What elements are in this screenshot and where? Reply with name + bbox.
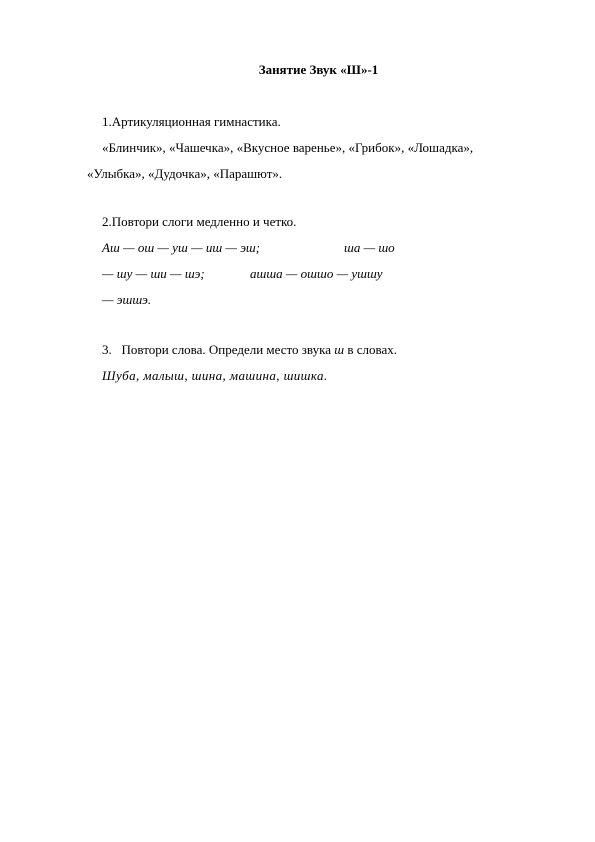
section3-words: Шуба, малыш, шина, машина, шишка. <box>102 368 328 383</box>
section3-number: 3. <box>102 342 112 357</box>
syllables-line2-part1: — шу — ши — шэ; <box>102 266 205 281</box>
section3-text-before: Повтори слова. Определи место звука <box>121 342 332 357</box>
document-title: Занятие Звук «Ш»-1 <box>258 62 379 77</box>
section1-exercises-line2: «Улыбка», «Дудочка», «Парашют». <box>87 166 283 181</box>
syllables-line2-part2: ашша — ошшо — ушшу <box>250 266 383 281</box>
section2-heading: 2.Повтори слоги медленно и четко. <box>102 214 297 229</box>
section1-heading: 1.Артикуляционная гимнастика. <box>102 114 281 129</box>
section1-exercises-line1: «Блинчик», «Чашечка», «Вкусное варенье», «Грибок», «Лошадка», <box>102 140 474 155</box>
syllables-line3: — эшшэ. <box>102 292 152 307</box>
section3-heading <box>102 342 397 358</box>
section3-text-after: в словах. <box>347 342 397 357</box>
syllables-line1-part1: Аш — ош — уш — иш — эш; <box>102 240 261 255</box>
section3-sound: ш <box>334 342 345 357</box>
syllables-line1-part2: ша — шо <box>344 240 395 255</box>
